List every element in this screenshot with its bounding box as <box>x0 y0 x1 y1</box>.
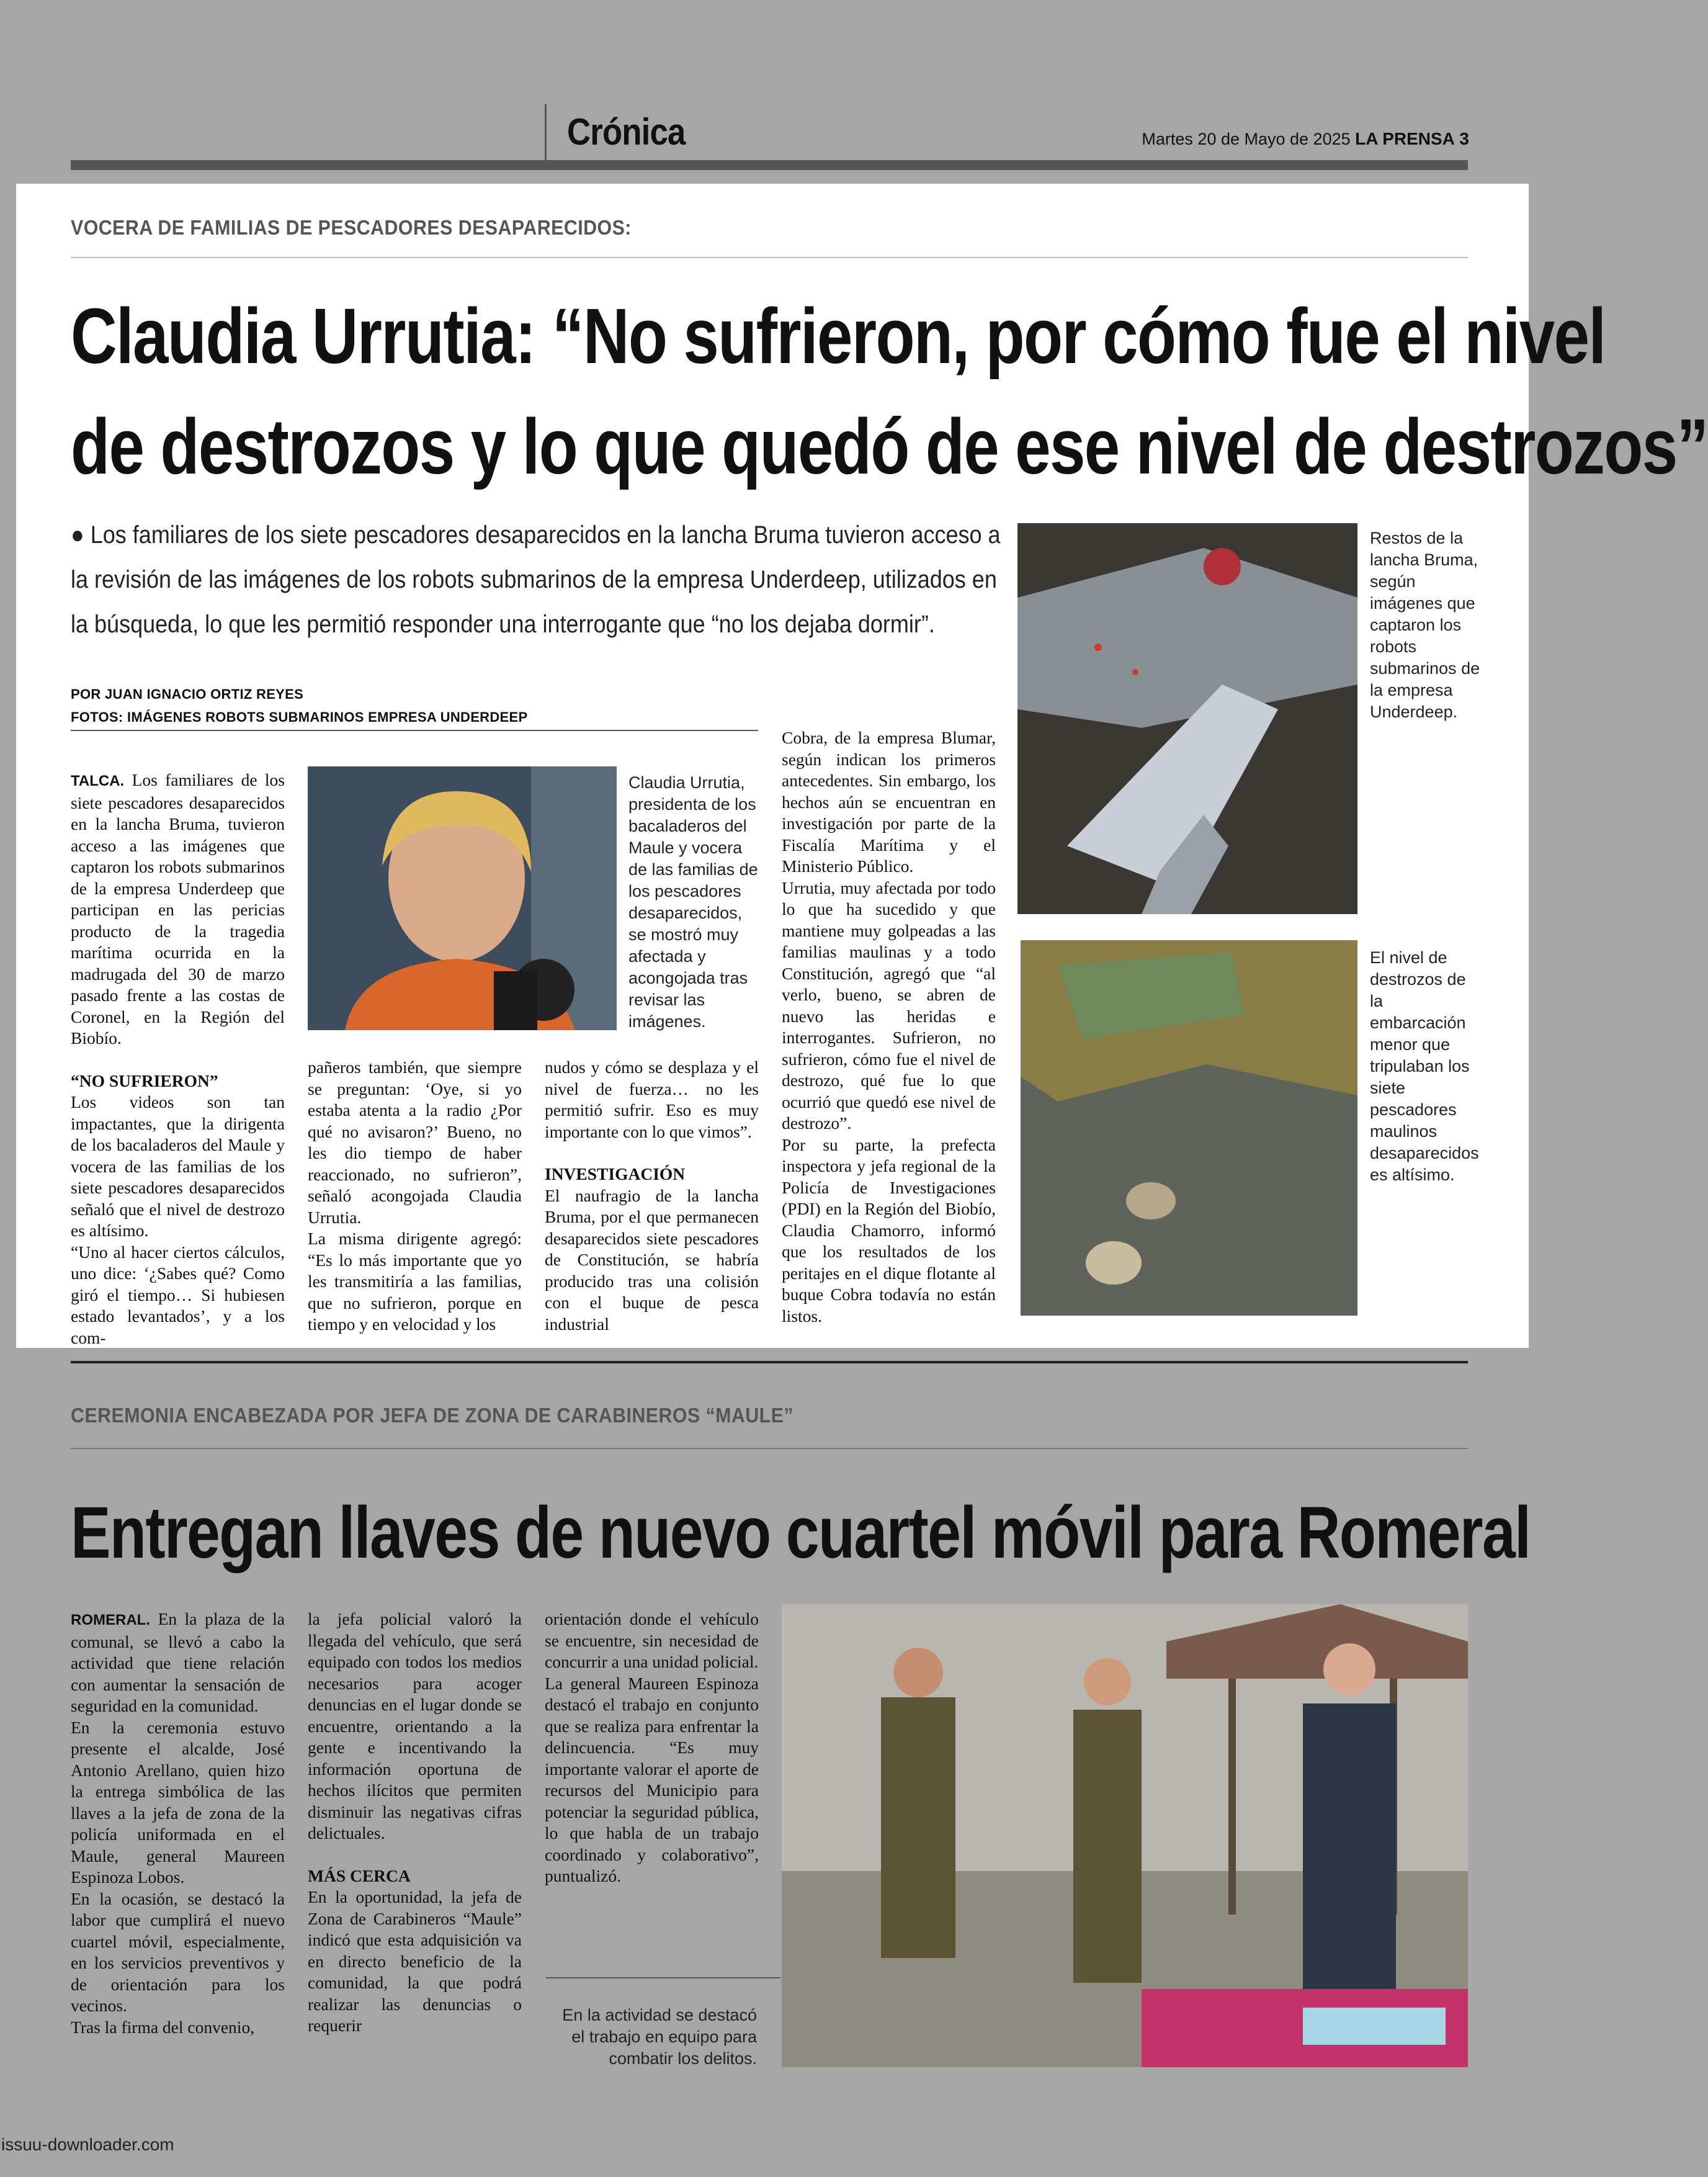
photo-wreck-remains <box>1017 523 1357 914</box>
caption-wreck-destruction: El nivel de destrozos de la embarcación menor que tripulaban los siete pescadores maulinos desaparecidos es altísimo. <box>1370 948 1479 1184</box>
article2-column-1 <box>71 1609 285 2038</box>
section-name: Crónica <box>567 111 686 153</box>
subheading-mas-cerca: MÁS CERCA <box>308 1865 411 1885</box>
article1-kicker: VOCERA DE FAMILIAS DE PESCADORES DESAPARECIDOS: <box>71 216 632 239</box>
article1-column-4 <box>782 727 996 1327</box>
wreck-illustration-1 <box>1017 523 1357 914</box>
paragraph: En la oportunidad, la jefa de Zona de Carabineros “Maule” indicó que esta adquisición va en directo beneficio de la comunidad, la que podrá realizar las denuncias o requerir <box>308 1887 522 2035</box>
article2-column-2 <box>308 1609 522 2037</box>
wreck-illustration-2 <box>1021 940 1357 1316</box>
article1-lede <box>71 513 1020 647</box>
paragraph: Tras la firma del convenio, <box>71 2017 255 2037</box>
dateline: TALCA. <box>71 773 125 789</box>
paragraph: El naufragio de la lancha Bruma, por el que permanecen desaparecidos siete pescadores de Constitución, se habría producido tras una colisión con el buque de pesca industrial <box>545 1185 759 1334</box>
subheading-investigacion: INVESTIGACIÓN <box>545 1164 686 1183</box>
header-dateline <box>1117 129 1469 149</box>
article2-kicker-rule <box>71 1448 1468 1449</box>
paragraph: nudos y cómo se desplaza y el nivel de fuerza… no les permitió sufrir. Eso es muy importante con lo que vimos”. <box>545 1057 759 1141</box>
caption-wreck-remains: Restos de la lancha Bruma, según imágenes que captaron los robots submarinos de la empresa Underdeep. <box>1370 529 1480 721</box>
page-number: 3 <box>1459 129 1469 148</box>
article1-headline-line1: Claudia Urrutia: “No sufrieron, por cómo fue el nivel <box>71 292 1606 380</box>
paragraph: En la plaza de la comunal, se llevó a cabo la actividad que tiene relación con aumentar la sensación de seguridad en la comunidad. <box>71 1609 285 1715</box>
paragraph: La misma dirigente agregó: “Es lo más importante que yo les transmitiría a las familias, que no sufrieron, porque en tiempo y en velocidad y los <box>308 1229 522 1334</box>
paragraph: En la ocasión, se destacó la labor que cumplirá el nuevo cuartel móvil, especialmente, en los servicios preventivos y de orientación para los vecinos. <box>71 1888 285 2015</box>
lede-text: Los familiares de los siete pescadores desaparecidos en la lancha Bruma tuvieron acceso a la revisión de las imágenes de los robots submarinos de la empresa Underdeep, utilizados en la búsqueda, lo que les permitió responder una interrogante que “no los dejaba dormir”. <box>71 521 1001 638</box>
article2-kicker: CEREMONIA ENCABEZADA POR JEFA DE ZONA DE CARABINEROS “MAULE” <box>71 1404 794 1427</box>
article2-column-3 <box>545 1609 759 1887</box>
article1-kicker-rule <box>71 257 1468 258</box>
byline: POR JUAN IGNACIO ORTIZ REYES <box>71 686 304 702</box>
paragraph: Cobra, de la empresa Blumar, según indican los primeros antecedentes. Sin embargo, los hechos aún se encuentran en investigación por parte de la Fiscalía Marítima y el Ministerio Público. <box>782 728 996 876</box>
dateline: ROMERAL. <box>71 1612 150 1628</box>
subheading-no-sufrieron: “NO SUFRIERON” <box>71 1071 218 1090</box>
header-divider <box>545 104 547 160</box>
photo-credit: FOTOS: IMÁGENES ROBOTS SUBMARINOS EMPRESA UNDERDEEP <box>71 709 528 725</box>
bullet-icon: ● <box>71 521 91 549</box>
footer-source: issuu-downloader.com <box>1 2135 174 2154</box>
newspaper-name: LA PRENSA <box>1355 129 1455 148</box>
paragraph: “Uno al hacer ciertos cálculos, uno dice: ‘¿Sabes qué? Como giró el tiempo… Si hubiesen estado levantados’, y a los com- <box>71 1242 285 1347</box>
article2-top-rule <box>71 1361 1468 1363</box>
ceremony-illustration <box>782 1604 1468 2067</box>
paragraph: La general Maureen Espinoza destacó el trabajo en conjunto que se realiza para enfrentar la delincuencia. “Es muy importante valorar el aporte de recursos del Municipio para potenciar la seguridad pública, lo que habla de un trabajo coordinado y colaborativo”, puntualizó. <box>545 1673 759 1885</box>
paragraph: Urrutia, muy afectada por todo lo que ha sucedido y que mantiene muy golpeadas a las familias maulinas y a todo Constitución, agregó que “al verlo, bueno, se abren de nuevo las heridas e interrogantes. Sufrieron, no sufrieron, cómo fue el nivel de destrozo, qué fue lo que ocurrió que quedó ese nivel de destrozo”. <box>782 878 996 1133</box>
photo-key-ceremony <box>782 1604 1468 2067</box>
article1-headline-line2: de destrozos y lo que quedó de ese nivel de destrozos” <box>71 403 1708 490</box>
caption-ceremony: En la actividad se destacó el trabajo en equipo para combatir los delitos. <box>562 2006 757 2068</box>
paragraph: Por su parte, la prefecta inspectora y jefa regional de la Policía de Investigaciones (PDI) en la Región del Biobío, Claudia Chamorro, informó que los resultados de los peritajes en el dique flotante al buque Cobra todavía no están listos. <box>782 1134 996 1326</box>
paragraph: pañeros también, que siempre se preguntan: ‘Oye, si yo estaba atenta a la radio ¿Por qué no avisaron?’ Bueno, no les dio tiempo de haber reaccionado, no sufrieron”, señaló acongojada Claudia Urrutia. <box>308 1057 522 1227</box>
paragraph: la jefa policial valoró la llegada del vehículo, que será equipado con todos los medios necesarios para acoger denuncias en el lugar donde se encuentre, orientando a la gente e incentivando la información oportuna de hechos ilícitos que permiten disminuir las negativas cifras delictuales. <box>308 1609 522 1843</box>
article1-column-2 <box>308 1057 522 1335</box>
article1-column-1 <box>71 770 285 1349</box>
article2-headline: Entregan llaves de nuevo cuartel móvil para Romeral <box>71 1492 1531 1574</box>
photo-wreck-destruction <box>1021 940 1357 1316</box>
byline-rule <box>71 730 758 731</box>
paragraph: Los familiares de los siete pescadores desaparecidos en la lancha Bruma, tuvieron acceso a las imágenes que captaron los robots submarinos de la empresa Underdeep que participan en las pericias producto de la tragedia marítima ocurrida en la madrugada del 30 de marzo pasado frente a las costas de Coronel, en la Región del Biobío. <box>71 770 285 1048</box>
header-rule <box>71 160 1468 170</box>
paragraph: Los videos son tan impactantes, que la dirigenta de los bacaladeros del Maule y vocera de las familias de los siete pescadores desaparecidos señaló que el nivel de destrozo es altísimo. <box>71 1092 285 1240</box>
portrait-illustration <box>308 766 617 1030</box>
caption-urrutia: Claudia Urrutia, presidenta de los bacaladeros del Maule y vocera de las familias de los pescadores desaparecidos, se mostró muy afectada y acongojada tras revisar las imágenes. <box>628 773 758 1031</box>
issue-date: Martes 20 de Mayo de 2025 <box>1142 130 1351 148</box>
paragraph: orientación donde el vehículo se encuentre, sin necesidad de concurrir a una unidad policial. <box>545 1609 759 1671</box>
caption-rule <box>546 1977 780 1978</box>
paragraph: En la ceremonia estuvo presente el alcalde, José Antonio Arellano, quien hizo la entrega simbólica de las llaves a la jefa de zona de la policía uniformada en el Maule, general Maureen Espinoza Lobos. <box>71 1717 285 1887</box>
photo-claudia-urrutia <box>308 766 617 1030</box>
article1-column-3 <box>545 1057 759 1335</box>
